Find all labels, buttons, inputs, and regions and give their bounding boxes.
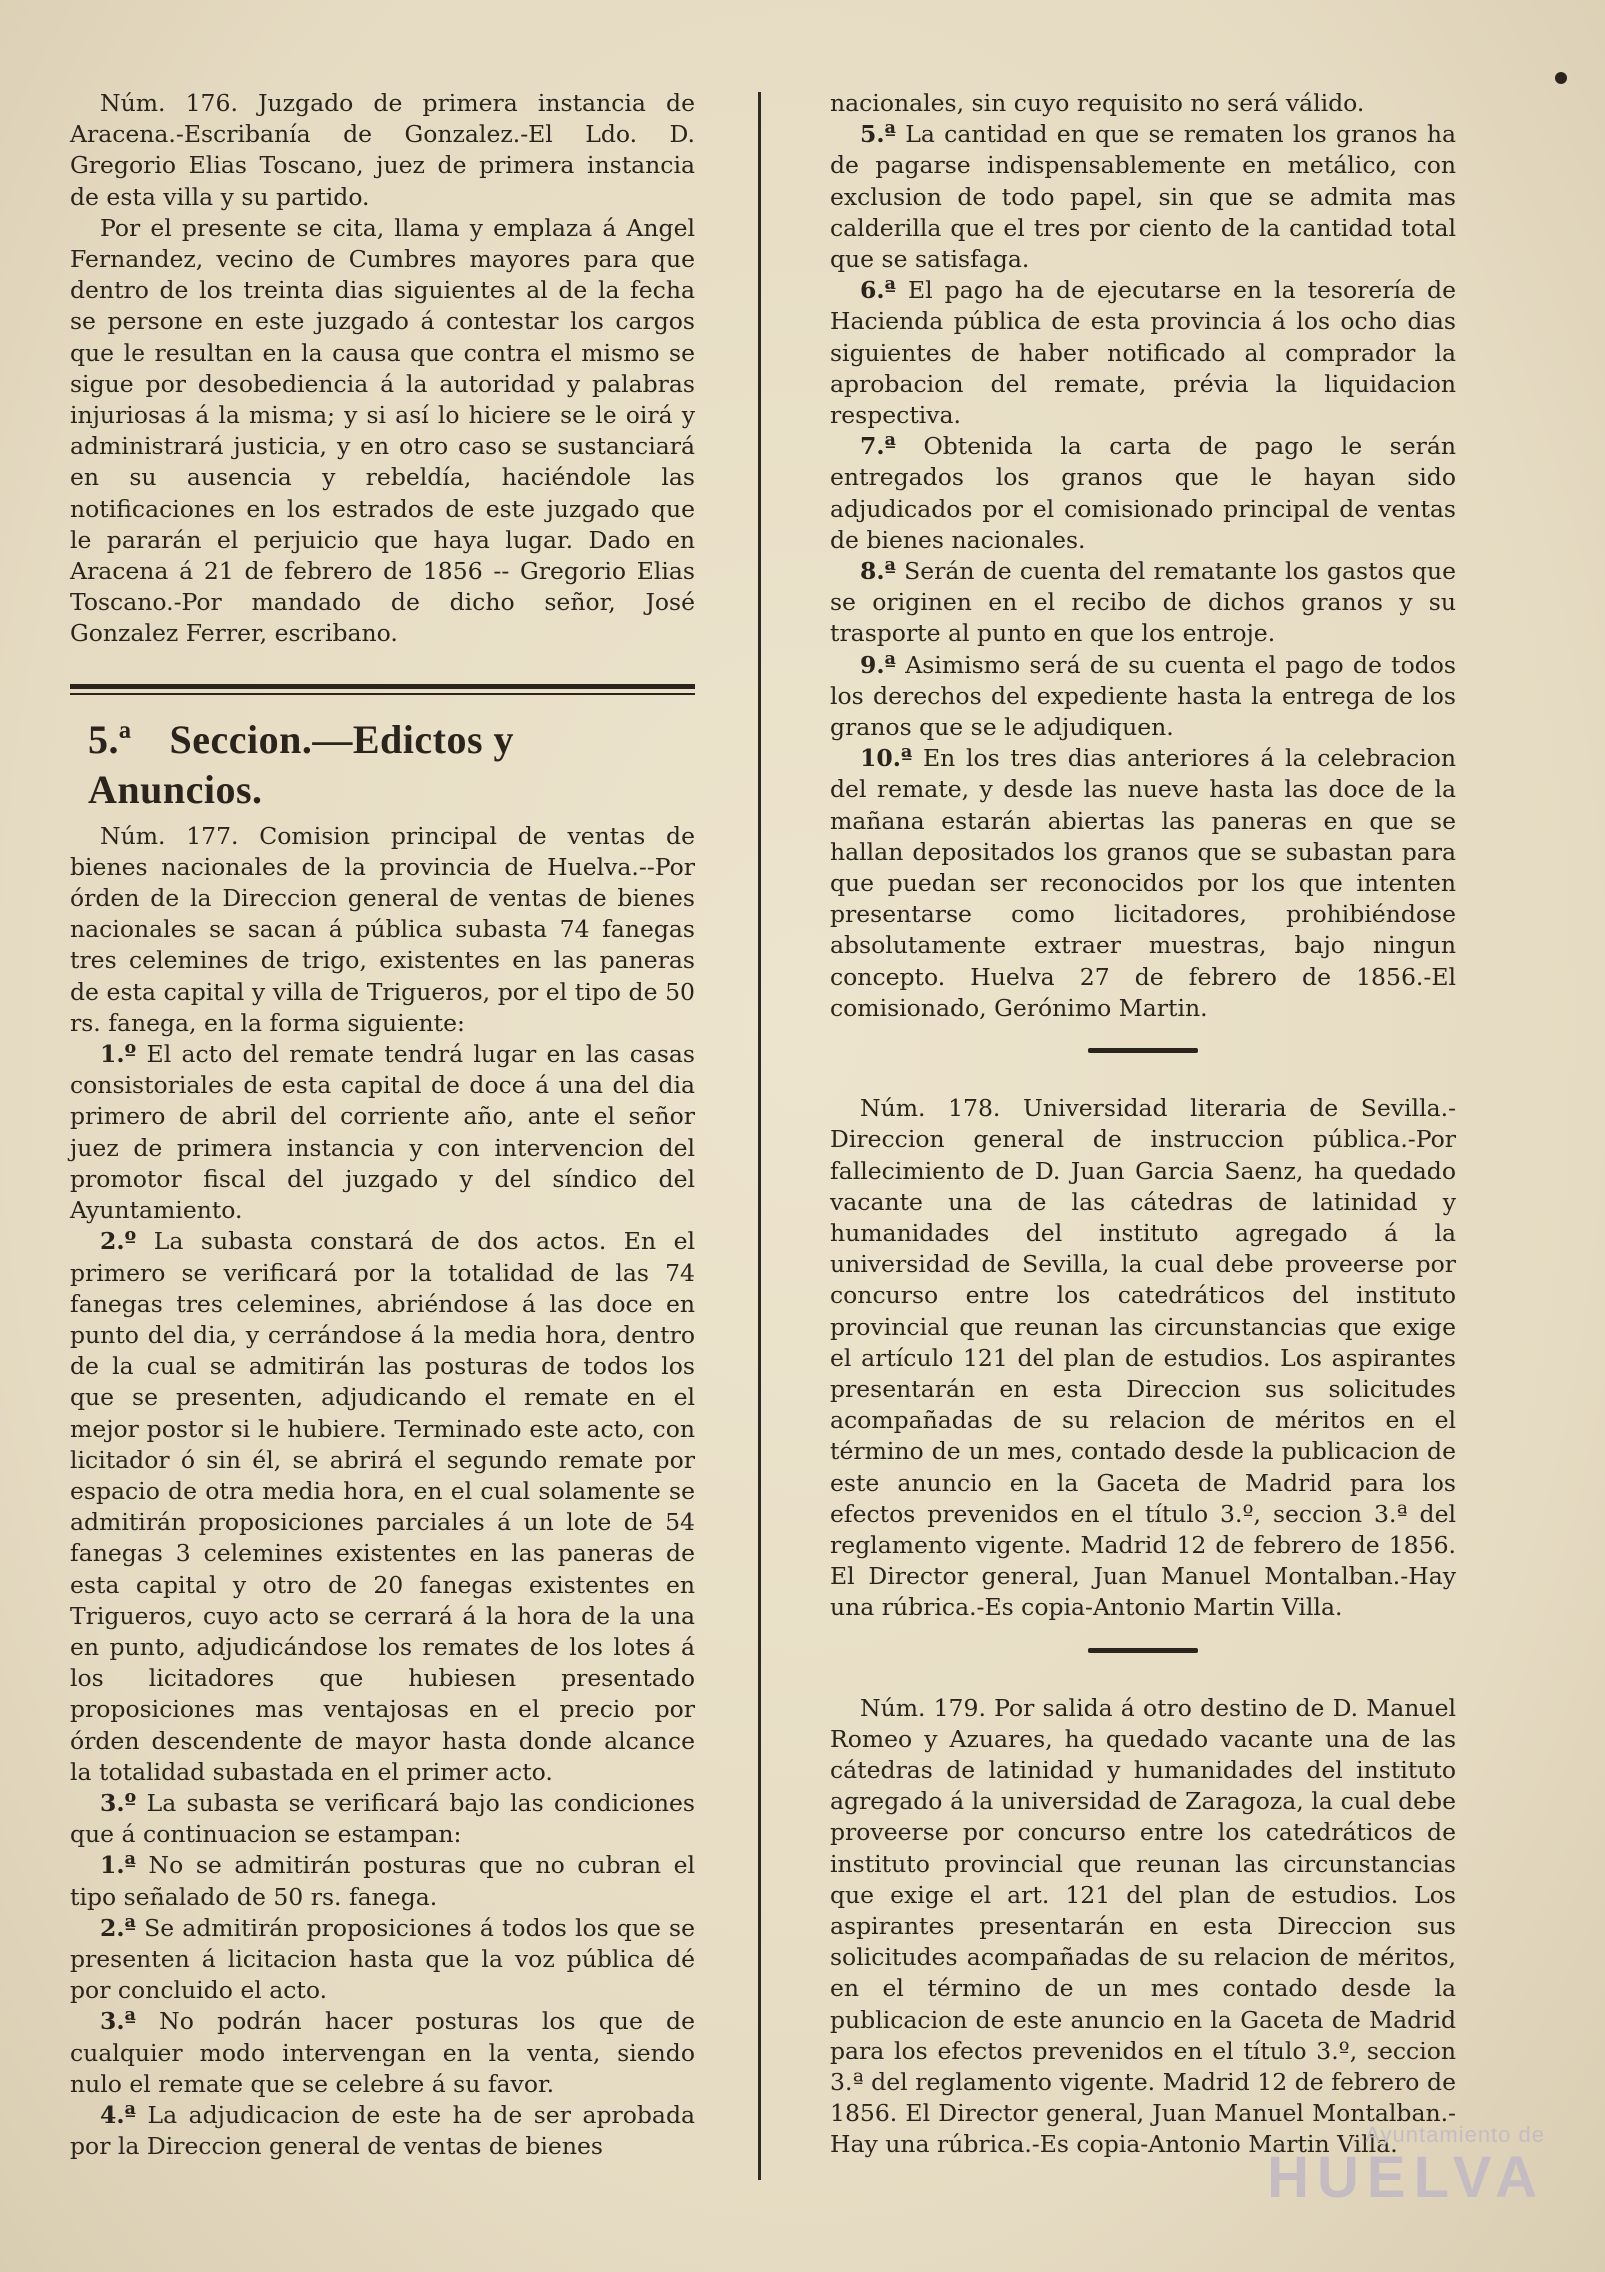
right-column bbox=[830, 88, 1456, 2161]
column-rule bbox=[758, 92, 761, 2180]
clause-1: 1.º El acto del remate tendrá lugar en las casas consistoriales de esta capital de doce á una del dia primero de abril del corriente año, ante el señor juez de primera instancia y con intervencion del promotor fiscal del juzgado y del síndico del Ayuntamiento. bbox=[70, 1040, 695, 1225]
notice-separator bbox=[1088, 1648, 1198, 1653]
condition-4-continued: nacionales, sin cuyo requisito no será válido. bbox=[830, 89, 1365, 117]
condition-6: 6.ª El pago ha de ejecutarse en la tesorería de Hacienda pública de esta provincia á los ocho dias siguientes de haber notificado al comprador la aprobacion del remate, prévia la liquidacion respectiva. bbox=[830, 276, 1456, 430]
condition-7: 7.ª Obtenida la carta de pago le serán entregados los granos que le hayan sido adjudicados por el comisionado principal de ventas de bienes nacionales. bbox=[830, 432, 1456, 554]
notice-177-header: Núm. 177. Comision principal de ventas de bienes nacionales de la provincia de Huelva.--Por órden de la Direccion general de ventas de bienes nacionales se sacan á pública subasta 74 fanegas tres celemines de trigo, existentes en las paneras de esta capital y villa de Trigueros, por el tipo de 50 rs. fanega, en la forma siguiente: bbox=[70, 821, 695, 1037]
notice-178: Núm. 178. Universidad literaria de Sevilla.-Direccion general de instruccion pública.-Por fallecimiento de D. Juan Garcia Saenz, ha quedado vacante una de las cátedras de latinidad y humanidades del instituto agregado á la universidad de Sevilla, la cual debe proveerse por concurso entre los catedráticos del instituto provincial que reunan las circunstancias que exige el artículo 121 del plan de estudios. Los aspirantes presentarán en esta Direccion sus solicitudes acompañadas de su relacion de méritos en el término de un mes, contado desde la publicacion de este anuncio en la Gaceta de Madrid para los efectos prevenidos en el título 3.º, seccion 3.ª del reglamento vigente. Madrid 12 de febrero de 1856. El Director general, Juan Manuel Montalban.-Hay una rúbrica.-Es copia-Antonio Martin Villa. bbox=[830, 1094, 1457, 1622]
condition-1: 1.ª No se admitirán posturas que no cubran el tipo señalado de 50 rs. fanega. bbox=[70, 1851, 695, 1911]
left-column bbox=[70, 88, 695, 2162]
watermark-line-2: HUELVA bbox=[1267, 2145, 1545, 2210]
condition-8: 8.ª Serán de cuenta del rematante los gastos que se originen en el recibo de dichos granos y su trasporte al punto en que los entroje. bbox=[830, 557, 1456, 648]
condition-9: 9.ª Asimismo será de su cuenta el pago de todos los derechos del expediente hasta la entrega de los granos que se le adjudiquen. bbox=[830, 650, 1456, 742]
condition-3: 3.ª No podrán hacer posturas los que de cualquier modo intervengan en la venta, siendo nulo el remate que se celebre á su favor. bbox=[70, 2007, 695, 2098]
notice-176-body: Por el presente se cita, llama y emplaza á Angel Fernandez, vecino de Cumbres mayores para que dentro de los treinta dias siguientes al de la fecha se persone en este juzgado á contestar los cargos que le resultan en la causa que contra el mismo se sigue por desobediencia á la autoridad y palabras injuriosas á la misma; y si así lo hiciere se le oirá y administrará justicia, y en otro caso se sustanciará en su ausencia y rebeldía, haciéndole las notificaciones en los estrados de este juzgado que le pararán el perjuicio que haya lugar. Dado en Aracena á 21 de febrero de 1856 -- Gregorio Elias Toscano.-Por mandado de dicho señor, José Gonzalez Ferrer, escribano. bbox=[70, 213, 695, 648]
notice-179: Núm. 179. Por salida á otro destino de D. Manuel Romeo y Azuares, ha quedado vacante una de las cátedras de latinidad y humanidades del instituto agregado á la universidad de Zaragoza, la cual debe proveerse por concurso entre los catedráticos de instituto provincial que reunan las circunstancias que exige el art. 121 del plan de estudios. Los aspirantes presentarán en esta Direccion sus solicitudes acompañadas de su relacion de méritos, en el término de un mes contado desde la publicacion de este anuncio en la Gaceta de Madrid para los efectos prevenidos en el título 3.º, seccion 3.ª del reglamento vigente. Madrid 12 de febrero de 1856. El Director general, Juan Manuel Montalban.-Hay una rúbrica.-Es copia-Antonio Martin Villa. bbox=[830, 1693, 1456, 2159]
clause-3: 3.º La subasta se verificará bajo las condiciones que á continuacion se estampan: bbox=[70, 1788, 695, 1849]
section-divider bbox=[70, 684, 695, 695]
condition-4: 4.ª La adjudicacion de este ha de ser aprobada por la Direccion general de ventas de bienes bbox=[70, 2100, 695, 2161]
watermark-line-1: Ayuntamiento de bbox=[1365, 2122, 1545, 2147]
archive-watermark bbox=[1245, 2122, 1545, 2232]
condition-2: 2.ª Se admitirán proposiciones á todos los que se presenten á licitacion hasta que la voz pública dé por concluido el acto. bbox=[70, 1913, 695, 2005]
condition-5: 5.ª La cantidad en que se rematen los granos ha de pagarse indispensablemente en metálico, con exclusion de todo papel, sin que se admita mas calderilla que el tres por ciento de la cantidad total que se satisfaga. bbox=[830, 120, 1456, 274]
section-number: 5.ª bbox=[88, 716, 132, 762]
clause-2: 2.º La subasta constará de dos actos. En el primero se verificará por la totalidad de las 74 fanegas tres celemines, abriéndose á las doce en punto del dia, y cerrándose á la media hora, dentro de la cual se admitirán las posturas de todos los que se presenten, adjudicando el remate en el mejor postor si le hubiere. Terminado este acto, con licitador ó sin él, se abrirá el segundo remate por espacio de otra media hora, en el cual solamente se admitirán proposiciones parciales á un lote de 54 fanegas 3 celemines existentes en las paneras de esta capital y otro de 20 fanegas existentes en Trigueros, cuyo acto se cerrará á la hora de la una en punto, adjudicándose los remates de los lotes á los licitadores que hubiesen presentado proposiciones mas ventajosas en el precio por órden descendente de mayor hasta donde alcance la totalidad subastada en el primer acto. bbox=[70, 1227, 695, 1786]
section-heading bbox=[88, 715, 695, 815]
section-title: Seccion.—Edictos y Anuncios. bbox=[88, 716, 515, 812]
notice-176-header: Núm. 176. Juzgado de primera instancia de Aracena.-Escribanía de Gonzalez.-El Ldo. D. Gregorio Elias Toscano, juez de primera instancia de esta villa y su partido. bbox=[70, 89, 695, 211]
notice-separator bbox=[1088, 1048, 1198, 1053]
condition-10: 10.ª En los tres dias anteriores á la celebracion del remate, y desde las nueve hasta las doce de la mañana estarán abiertas las paneras en que se hallan depositados los granos que se subastan para que puedan ser reconocidos por los que intenten presentarse como licitadores, prohibiéndose absolutamente extraer muestras, bajo ningun concepto. Huelva 27 de febrero de 1856.-El comisionado, Gerónimo Martin. bbox=[830, 744, 1456, 1022]
ink-spot bbox=[1555, 72, 1567, 84]
